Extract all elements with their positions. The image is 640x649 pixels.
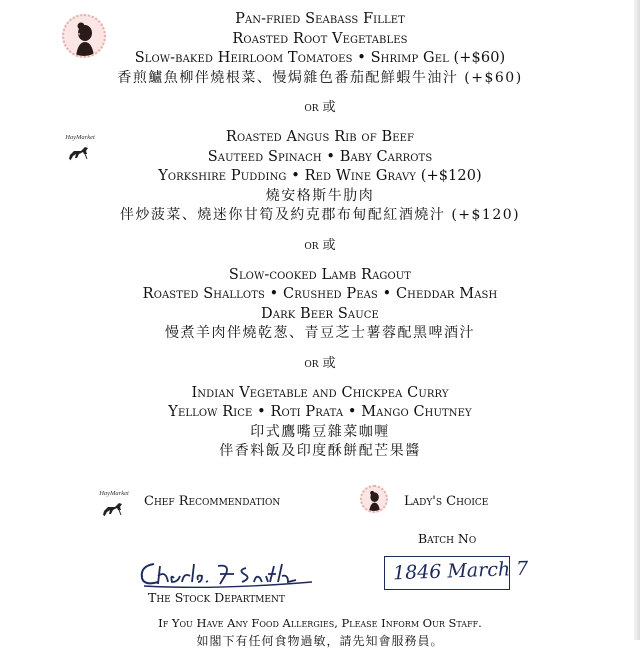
option3-line2: Roasted Shallots • Crushed Peas • Cheddar Mash bbox=[142, 286, 498, 302]
option2-line2: Sauteed Spinach • Baby Carrots bbox=[207, 148, 433, 165]
option1-zh1: 香煎鱸魚柳伴燒根菜、慢焗雜色番茄配鮮蝦牛油汁 (+$60) bbox=[117, 69, 523, 86]
option2-zh1: 燒安格斯牛肋肉 bbox=[265, 187, 375, 204]
stock-department-label: The Stock Department bbox=[148, 590, 285, 605]
option4-zh1: 印式鷹嘴豆雜菜咖喱 bbox=[250, 423, 390, 440]
chef-logo-text: HayMarket bbox=[99, 490, 129, 497]
batch-number-box bbox=[384, 556, 529, 590]
signature-icon bbox=[136, 556, 316, 592]
allergy-notice-zh: 如閣下有任何食物過敏，請先知會服務員。 bbox=[196, 634, 444, 648]
signature bbox=[136, 556, 316, 592]
page-edge bbox=[634, 0, 640, 640]
option4-line2: Yellow Rice • Roti Prata • Mango Chutney bbox=[168, 404, 472, 420]
option1-line1: Pan-fried Seabass Fillet bbox=[235, 11, 405, 27]
option2-line1: Roasted Angus Rib of Beef bbox=[225, 129, 415, 145]
ladys-choice-label: Lady's Choice bbox=[404, 494, 489, 509]
or-divider-3: or 或 bbox=[304, 355, 336, 371]
option2-zh2: 伴炒菠菜、燒迷你甘筍及約克郡布甸配紅酒燒汁 (+$120) bbox=[119, 207, 521, 223]
chef-recommendation-logo bbox=[88, 490, 140, 517]
option2-line3: Yorkshire Pudding • Red Wine Gravy (+$120) bbox=[158, 168, 482, 184]
option4-zh2: 伴香料飯及印度酥餅配芒果醬 bbox=[219, 443, 421, 459]
option1-line2: Roasted Root Vegetables bbox=[232, 30, 408, 47]
option3-zh1: 慢煮羊肉伴燒乾葱、青豆芝士薯蓉配黑啤酒汁 bbox=[165, 325, 475, 341]
menu-body bbox=[0, 10, 640, 462]
option1-line3: Slow-baked Heirloom Tomatoes • Shrimp Gel (+$60) bbox=[134, 50, 506, 66]
batch-number-label: Batch No bbox=[418, 531, 477, 546]
option4-line1: Indian Vegetable and Chickpea Curry bbox=[191, 384, 449, 401]
chef-recommendation-label: Chef Recommendation bbox=[144, 494, 281, 509]
allergy-notice: If You Have Any Food Allergies, Please Inform Our Staff. bbox=[158, 616, 482, 630]
ladys-choice-legend-icon bbox=[360, 485, 388, 513]
option3-line3: Dark Beer Sauce bbox=[261, 305, 379, 322]
or-divider-2: or 或 bbox=[304, 237, 336, 253]
batch-number-value: 1846 March 7 bbox=[392, 557, 529, 585]
or-divider-1: or 或 bbox=[304, 100, 336, 115]
horse-icon bbox=[101, 499, 127, 517]
option3-line1: Slow-cooked Lamb Ragout bbox=[228, 266, 412, 283]
haymarket-logo-text: HayMarket bbox=[65, 134, 95, 141]
